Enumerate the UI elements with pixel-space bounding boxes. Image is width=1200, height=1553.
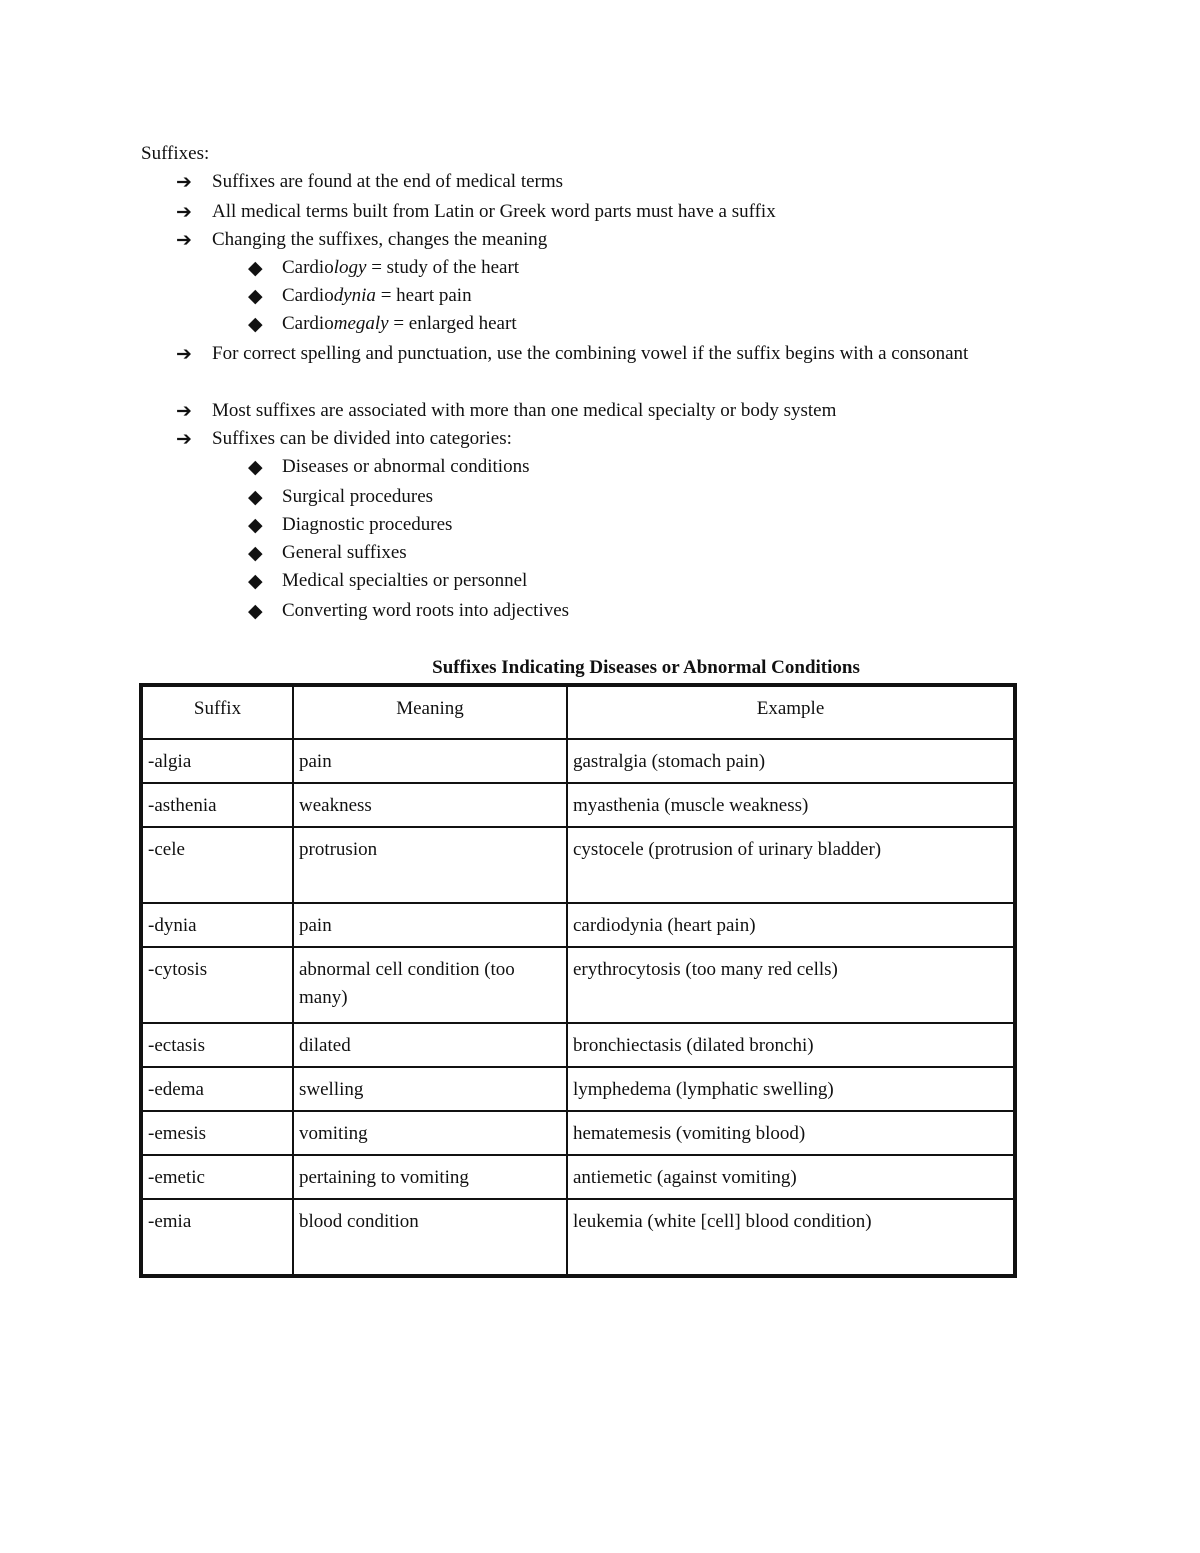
suffix-table [139,683,1017,1278]
bullet-text: Suffixes are found at the end of medical terms [212,171,564,192]
cell-meaning: vomiting [293,1111,567,1155]
table-header-row [141,685,1015,739]
table-title: Suffixes Indicating Diseases or Abnormal Conditions [432,657,860,678]
diamond-icon: ◆ [248,313,263,335]
bullet-item [176,226,996,254]
cell-meaning: weakness [293,783,567,827]
sub-bullet-text [282,310,988,338]
bullet-text: Changing the suffixes, changes the meaning [212,229,548,250]
cell-suffix: -cele [141,827,293,903]
cell-meaning: dilated [293,1023,567,1067]
cell-example: leukemia (white [cell] blood condition) [567,1199,1015,1276]
bullet-item [176,198,996,226]
cell-meaning: pain [293,739,567,783]
sub-bullet-item [248,511,988,539]
column-header-meaning: Meaning [293,685,567,739]
table-row [141,1023,1015,1067]
section-heading: Suffixes: [141,143,210,164]
sub-bullet-item [248,567,988,595]
cell-example: antiemetic (against vomiting) [567,1155,1015,1199]
cell-example: cardiodynia (heart pain) [567,903,1015,947]
sub-bullet-item [248,483,988,511]
table-row [141,739,1015,783]
sub-bullet-item [248,310,988,338]
bullet-text: All medical terms built from Latin or Greek word parts must have a suffix [212,201,776,222]
sub-bullet-text: Diagnostic procedures [282,514,453,535]
diamond-icon: ◆ [248,570,263,592]
cell-suffix: -emia [141,1199,293,1276]
cell-suffix: -edema [141,1067,293,1111]
cell-suffix: -asthenia [141,783,293,827]
arrow-icon: ➔ [176,343,192,365]
table-row [141,1111,1015,1155]
cell-suffix: -ectasis [141,1023,293,1067]
sub-bullet-text: Medical specialties or personnel [282,570,528,591]
word-root: Cardio [282,285,334,306]
sub-bullet-item [248,539,988,567]
cell-suffix: -dynia [141,903,293,947]
bullet-item [176,168,996,196]
cell-meaning: swelling [293,1067,567,1111]
cell-example: erythrocytosis (too many red cells) [567,947,1015,1023]
cell-meaning: pertaining to vomiting [293,1155,567,1199]
bullet-text: Most suffixes are associated with more than one medical specialty or body system [212,400,837,421]
table-row [141,1067,1015,1111]
cell-example: bronchiectasis (dilated bronchi) [567,1023,1015,1067]
bullet-item [176,397,996,425]
arrow-icon: ➔ [176,229,192,251]
arrow-icon: ➔ [176,171,192,193]
table-row [141,1155,1015,1199]
word-definition: = heart pain [375,285,472,306]
sub-bullet-item [248,254,988,282]
table-row [141,1199,1015,1276]
word-definition: = enlarged heart [388,313,517,334]
sub-bullet-text: Converting word roots into adjectives [282,600,570,621]
sub-bullet-text [282,282,988,310]
diamond-icon: ◆ [248,257,263,279]
sub-bullet-item [248,597,988,625]
bullet-item [176,340,996,368]
diamond-icon: ◆ [248,514,263,536]
table-row [141,827,1015,903]
word-definition: = study of the heart [366,257,520,278]
arrow-icon: ➔ [176,400,192,422]
cell-meaning: pain [293,903,567,947]
cell-meaning: abnormal cell condition (too many) [293,947,567,1023]
sub-bullet-text [282,254,988,282]
cell-suffix: -emetic [141,1155,293,1199]
cell-suffix: -emesis [141,1111,293,1155]
diamond-icon: ◆ [248,456,263,478]
cell-example: gastralgia (stomach pain) [567,739,1015,783]
diamond-icon: ◆ [248,285,263,307]
bullet-item [176,425,996,453]
word-suffix: megaly [333,313,389,334]
cell-meaning: blood condition [293,1199,567,1276]
bullet-text: For correct spelling and punctuation, use the combining vowel if the suffix begins with a consonant [212,343,969,364]
cell-suffix: -algia [141,739,293,783]
diamond-icon: ◆ [248,542,263,564]
bullet-text: Suffixes can be divided into categories: [212,428,512,449]
word-suffix: dynia [333,285,376,306]
column-header-example: Example [567,685,1015,739]
diamond-icon: ◆ [248,600,263,622]
column-header-suffix: Suffix [141,685,293,739]
cell-meaning: protrusion [293,827,567,903]
cell-example: hematemesis (vomiting blood) [567,1111,1015,1155]
sub-bullet-text: Surgical procedures [282,486,434,507]
cell-example: lymphedema (lymphatic swelling) [567,1067,1015,1111]
word-root: Cardio [282,313,334,334]
sub-bullet-item [248,282,988,310]
table-row [141,947,1015,1023]
sub-bullet-text: General suffixes [282,542,407,563]
table-row [141,903,1015,947]
cell-example: myasthenia (muscle weakness) [567,783,1015,827]
diamond-icon: ◆ [248,486,263,508]
sub-bullet-text: Diseases or abnormal conditions [282,456,530,477]
word-suffix: logy [333,257,367,278]
arrow-icon: ➔ [176,201,192,223]
word-root: Cardio [282,257,334,278]
cell-example: cystocele (protrusion of urinary bladder) [567,827,1015,903]
table-row [141,783,1015,827]
arrow-icon: ➔ [176,428,192,450]
sub-bullet-item [248,453,988,481]
cell-suffix: -cytosis [141,947,293,1023]
